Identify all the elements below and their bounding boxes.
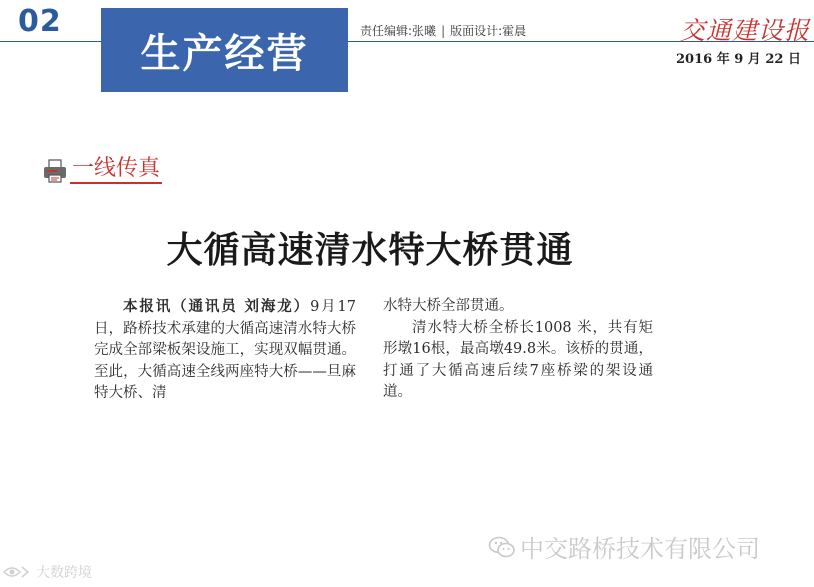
- editor-name: 张曦: [412, 24, 437, 38]
- wechat-icon: [488, 535, 516, 559]
- company-name: 中交路桥技术有限公司: [520, 535, 760, 563]
- article-byline: 本报讯（通讯员 刘海龙）: [123, 298, 311, 315]
- newspaper-name: 交通建设报: [680, 16, 811, 45]
- article-column-right: [383, 296, 653, 404]
- article-text-right-p1: 水特大桥全部贯通。: [383, 298, 514, 314]
- fax-icon: [42, 158, 68, 184]
- section-title: 生产经营: [140, 29, 309, 77]
- designer-name: 霍晨: [502, 24, 527, 38]
- article-headline: 大循高速清水特大桥贯通: [166, 229, 574, 271]
- article-text-right-p2: 清水特大桥全桥长1008 米，共有矩形墩16根，最高墩49.8米。该桥的贯通，打通了大循高速后续7座桥梁的架设通道。: [383, 319, 653, 400]
- article-text-left: 9月17日，路桥技术承建的大循高速清水特大桥完成全部梁板架设施工，实现双幅贯通。至此，大循高速全线两座特大桥——旦麻特大桥、清: [94, 299, 356, 401]
- eye-logo-icon: [2, 563, 34, 581]
- editor-label: 责任编辑:: [360, 24, 413, 38]
- issue-date: 2016 年 9 月 22 日: [676, 52, 801, 67]
- column-title: 一线传真: [70, 156, 162, 184]
- designer-label: 版面设计:: [450, 24, 503, 38]
- credits: [360, 22, 526, 39]
- credits-separator: |: [441, 24, 446, 38]
- page-number: 02: [18, 4, 62, 39]
- article-column-left: [94, 296, 356, 405]
- corner-watermark: [2, 562, 92, 582]
- company-watermark: [488, 529, 760, 564]
- column-label: [42, 156, 162, 184]
- corner-watermark-text: 大数跨境: [36, 565, 92, 581]
- section-banner: [101, 8, 348, 92]
